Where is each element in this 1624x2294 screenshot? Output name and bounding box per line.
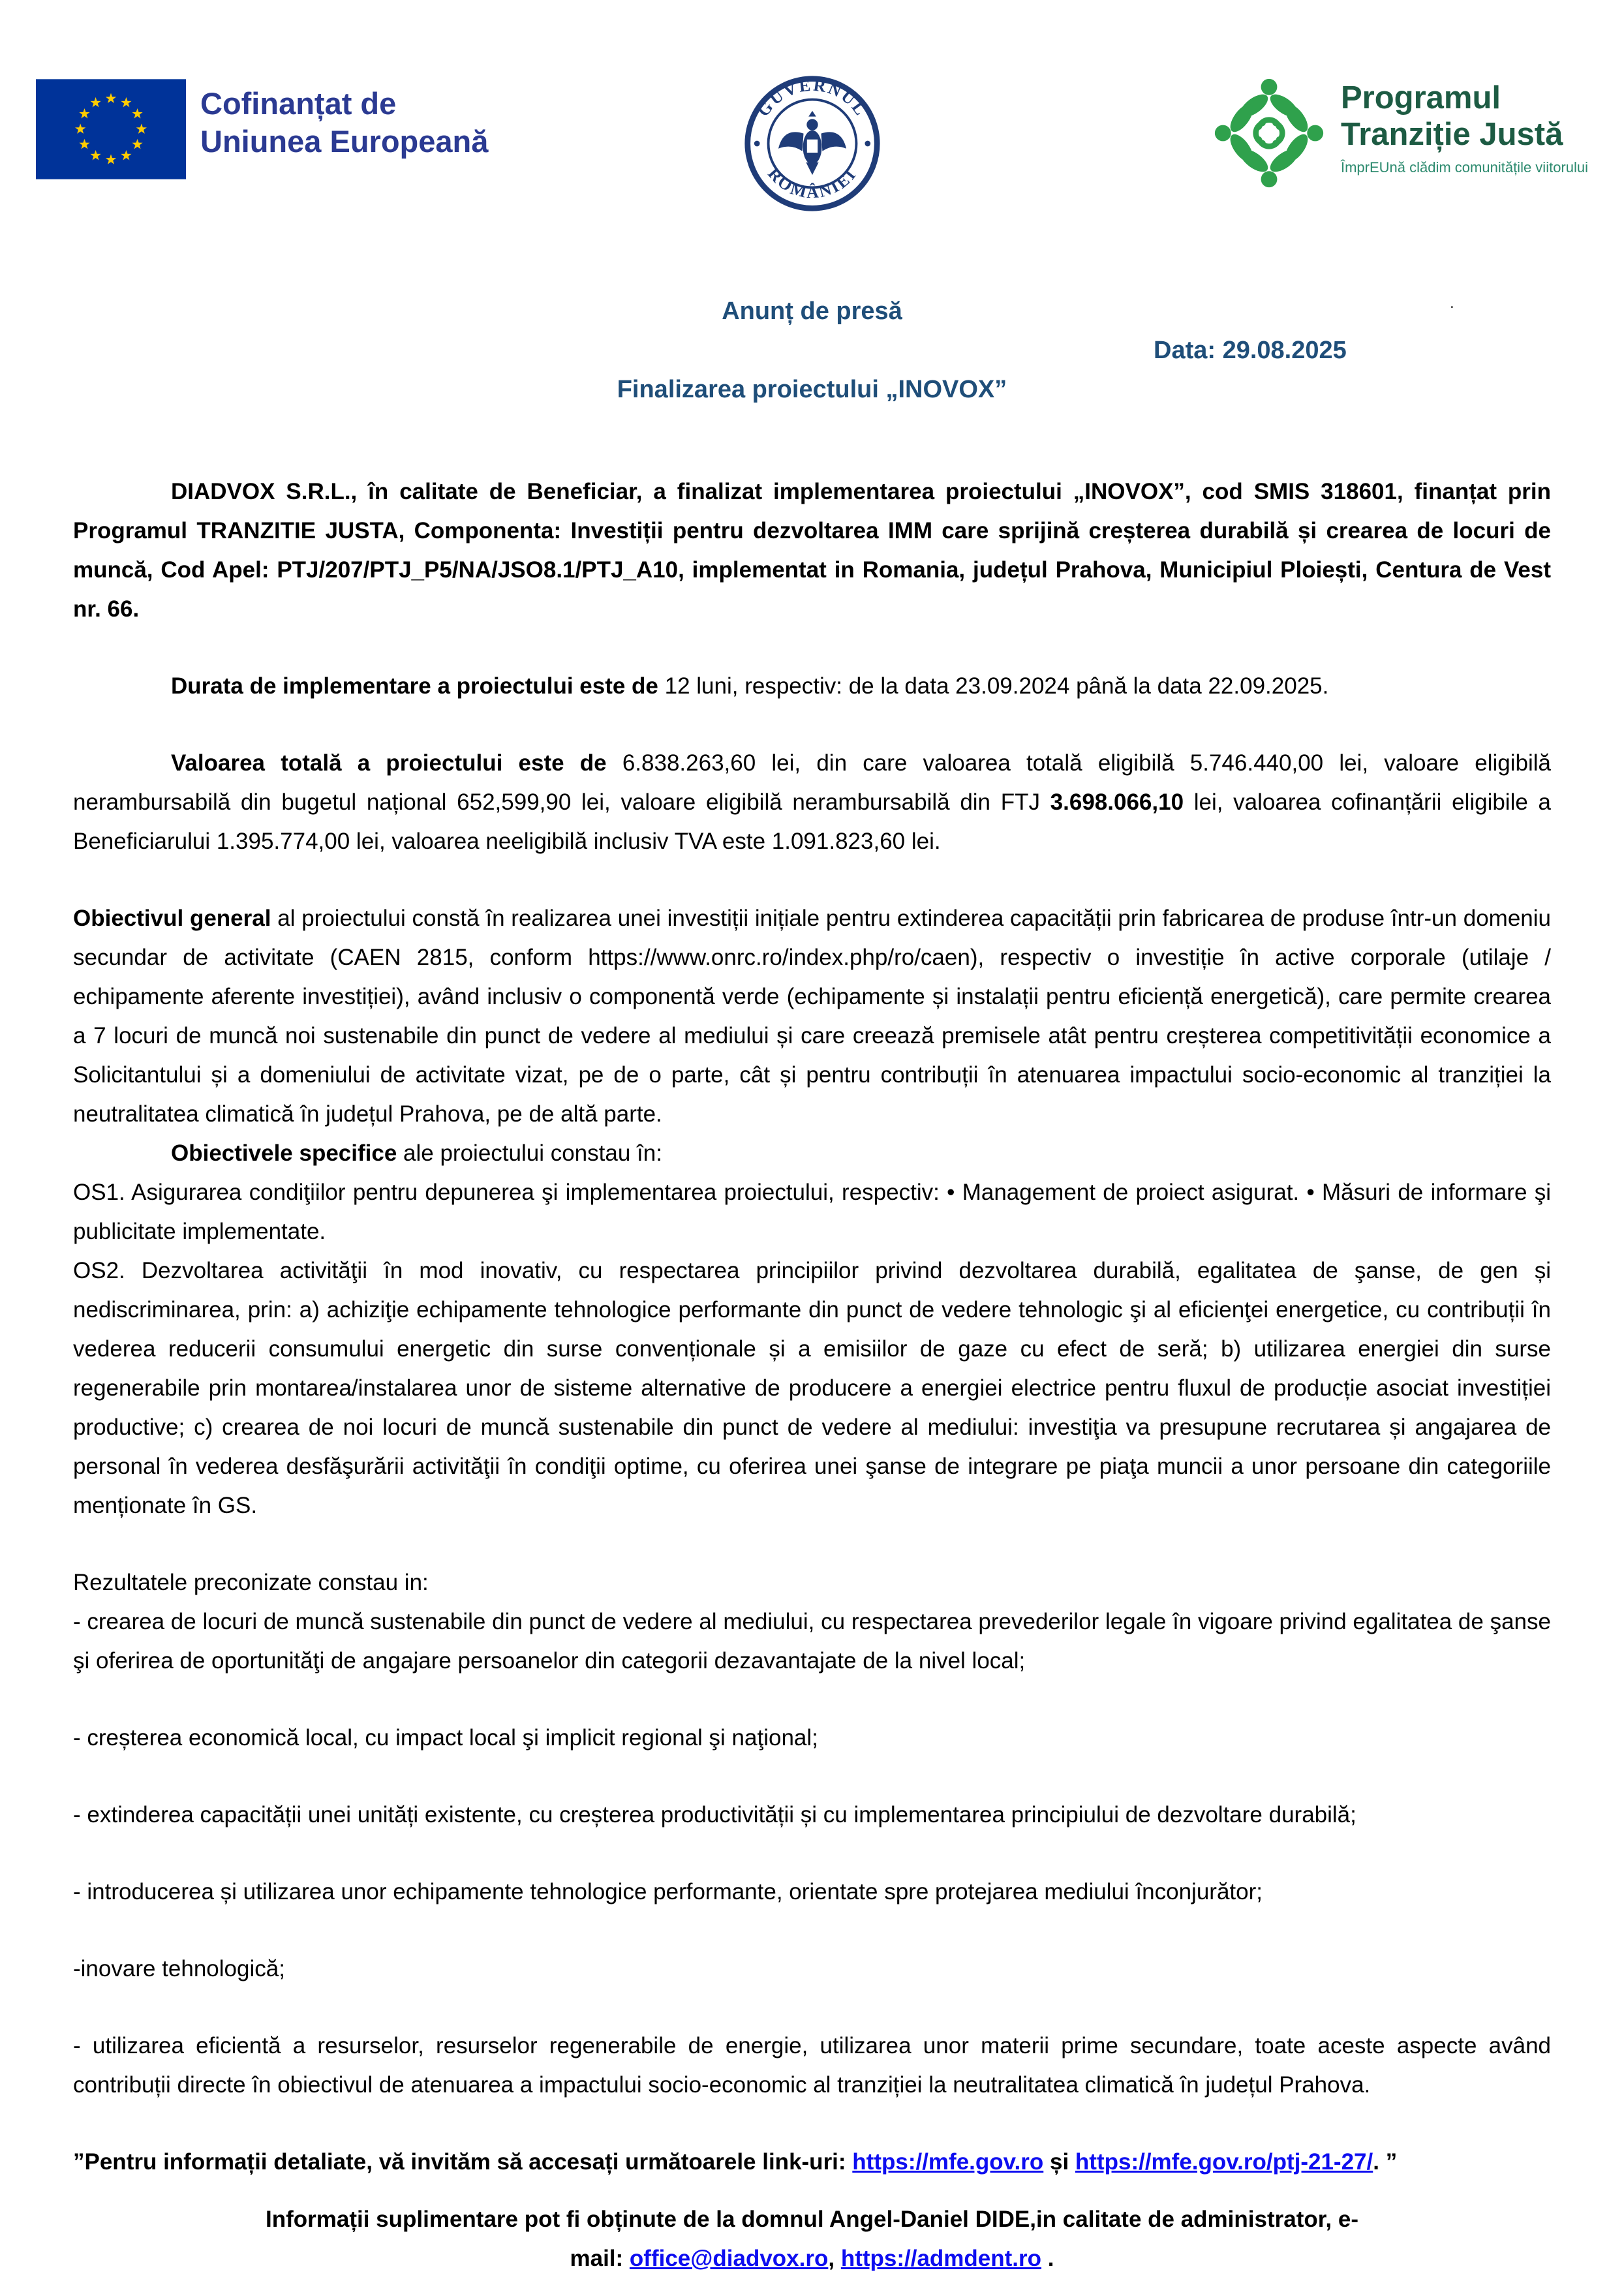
text-segment: .	[1041, 2246, 1054, 2271]
stray-mark: .	[1449, 292, 1454, 312]
text-segment: ”Pentru informații detaliate, vă invităm să accesați următoarele link-uri:	[73, 2149, 853, 2175]
logo-center-slot	[743, 73, 881, 213]
paragraph-rezultate-titlu	[73, 1563, 1551, 1602]
paragraph-rezultat-6	[73, 2026, 1551, 2105]
text-segment: DIADVOX S.R.L., în calitate de Beneficiar, a finalizat implementarea proiectului „INOVOX”, cod SMIS 318601, finanțat prin Programul TRANZITIE JUSTA, Componenta: Investiții pentru dezvoltarea IMM care sprijină creșterea durabilă și crearea de locuri de muncă, Cod Apel: PTJ/207/PTJ_P5/NA/JSO8.1/PTJ_A10, implementat in Romania, județul Prahova, Municipiul Ploiești, Centura de Vest nr. 66.	[73, 479, 1551, 622]
ptj-logo-title	[1341, 80, 1588, 153]
subtitle: Finalizarea proiectului „INOVOX”	[617, 376, 1007, 403]
text-segment: - utilizarea eficientă a resurselor, resurselor regenerabile de energie, utilizarea unor materii prime secundare, toate aceste aspecte având contribuții directe în obiectivul de atenuarea a impactului socio-economic al tranziției la neutralitatea climatică în județul Prahova.	[73, 2033, 1551, 2098]
logo-left-slot	[36, 73, 743, 185]
hyperlink[interactable]: https://mfe.gov.ro	[852, 2149, 1044, 2175]
logo-right-slot	[881, 73, 1589, 189]
paragraph-linkuri	[73, 2143, 1551, 2182]
paragraph-os2	[73, 1251, 1551, 1525]
title-block	[0, 292, 1624, 405]
text-segment: lei, valoarea cofinanțării eligibile a Beneficiarului 1.395.774,00 lei, valoarea neeligibilă inclusiv TVA este 1.091.823,60 lei.	[73, 789, 1551, 854]
text-segment: - extinderea capacității unei unități existente, cu creșterea productivității și cu implementarea principiului de dezvoltare durabilă;	[73, 1802, 1356, 1828]
paragraph-os1	[73, 1173, 1551, 1251]
date-line: Data: 29.08.2025	[1154, 337, 1347, 364]
paragraph-rezultat-1	[73, 1602, 1551, 1681]
text-segment: ,	[828, 2246, 841, 2271]
ptj-logo-line2: Tranziție Justă	[1340, 117, 1563, 152]
ptj-logo-line1: Programul	[1340, 80, 1501, 115]
hyperlink[interactable]: https://mfe.gov.ro/ptj-21-27/	[1075, 2149, 1373, 2175]
text-segment: OS2. Dezvoltarea activităţii în mod inovativ, cu respectarea principiilor privind dezvoltarea durabilă, egalitatea de şanse, de gen și nediscriminarea, prin: a) achiziţie echipamente tehnologice performante din punct de vedere tehnologic şi al eficienţei energetice, cu contribuții în vederea reducerii consumului energetic din surse convenționale și a emisiilor de gaze cu efect de seră; b) utilizarea energiei din surse regenerabile prin montarea/instalarea unor de sisteme alternative de producere a energiei electrice pentru fluxul de producție asociat investiției productive; c) crearea de noi locuri de muncă sustenabile din punct de vedere al mediului: investiţia va presupune recrutarea și angajarea de personal în vederea desfăşurării activităţii în condiţii optime, cu oferirea unei şanse de integrare pe piaţa muncii a unor persoane din categoriile menționate în GS.	[73, 1258, 1551, 1518]
ptj-flower-icon	[1213, 77, 1325, 189]
text-segment: Valoarea totală a proiectului este de	[171, 750, 622, 776]
svg-text:ROMÂNIEI: ROMÂNIEI	[763, 164, 861, 202]
eu-flag-icon	[36, 73, 186, 185]
document-body	[0, 472, 1624, 2278]
paragraph-valoare	[73, 744, 1551, 861]
text-segment: -inovare tehnologică;	[73, 1956, 285, 1981]
text-segment: OS1. Asigurarea condiţiilor pentru depunerea şi implementarea proiectului, respectiv: • Management de proiect asigurat. • Măsuri de informare şi publicitate implementate.	[73, 1180, 1551, 1244]
text-segment: ale proiectului constau în:	[397, 1140, 662, 1166]
text-segment: 6.838.263,60 lei, din care valoarea totală eligibilă 5.746.440,00 lei, valoare eligibilă nerambursabilă din bugetul național 652,599,90 lei, valoare eligibilă nerambursabilă din FTJ	[73, 750, 1552, 815]
paragraph-rezultat-2	[73, 1719, 1551, 1758]
text-segment: și	[1043, 2149, 1075, 2175]
paragraph-rezultat-4	[73, 1873, 1551, 1912]
text-segment: - crearea de locuri de muncă sustenabile din punct de vedere al mediului, cu respectarea prevederilor legale în vigoare privind egalitatea de şanse şi oferirea de oportunităţi de angajare persoanelor din categorii dezavantajate de la nivel local;	[73, 1609, 1551, 1674]
ptj-logo-tagline: ÎmprEUnă clădim comunitățile viitorului	[1340, 159, 1588, 176]
hyperlink[interactable]: office@diadvox.ro	[629, 2246, 829, 2271]
hyperlink[interactable]: https://admdent.ro	[840, 2246, 1042, 2271]
eu-logo-line1: Cofinanțat de	[200, 86, 397, 121]
paragraph-obiectiv-general	[73, 899, 1551, 1134]
paragraph-durata	[73, 667, 1551, 706]
eu-logo-line2: Uniunea Europeană	[200, 124, 489, 159]
text-segment: Informații suplimentare pot fi obținute de la domnul Angel-Daniel DIDE,in calitate de administrator, e-mail:	[265, 2207, 1358, 2271]
text-segment: 12 luni, respectiv: de la data 23.09.2024 până la data 22.09.2025.	[664, 673, 1329, 699]
text-segment: Obiectivele specifice	[171, 1140, 397, 1166]
paragraph-obiective-specifice	[73, 1134, 1551, 1173]
guvernul-romaniei-seal-icon	[743, 74, 881, 213]
svg-text:GUVERNUL: GUVERNUL	[753, 75, 871, 120]
press-title: Anunț de presă	[722, 298, 902, 325]
paragraph-rezultat-3	[73, 1796, 1551, 1835]
eu-logo-text	[200, 85, 488, 161]
text-segment: Rezultatele preconizate constau in:	[73, 1570, 429, 1595]
text-segment: al proiectului constă în realizarea unei investiții inițiale pentru extinderea capacității prin fabricarea de produse într-un domeniu secundar de activitate (CAEN 2815, conform https://www.onrc.ro/index.php/ro/caen), respectiv o investiție în active corporale (utilaje / echipamente aferente investiției), având inclusiv o componentă verde (echipamente și instalații pentru eficiență energetică), care permite crearea a 7 locuri de muncă noi sustenabile din punct de vedere al mediului și care creează premisele atât pentru creșterea competitivității economice a Solicitantului și a domeniului de activitate vizat, pe de o parte, cât și pentru contribuții în atenuarea impactului socio-economic al tranziției la neutralitatea climatică în județul Prahova, pe de altă parte.	[73, 906, 1551, 1127]
eu-cofinantat-logo	[36, 73, 488, 185]
logo-header	[0, 0, 1624, 213]
paragraph-beneficiar	[73, 472, 1551, 629]
text-segment: Obiectivul general	[73, 906, 271, 931]
text-segment: - creșterea economică local, cu impact local şi implicit regional şi naţional;	[73, 1725, 818, 1751]
paragraph-contact	[251, 2200, 1373, 2278]
text-segment: - introducerea și utilizarea unor echipamente tehnologice performante, orientate spre protejarea mediului înconjurător;	[73, 1879, 1263, 1904]
ptj-logo-text	[1341, 80, 1588, 176]
coat-of-arms-eagle	[778, 111, 846, 175]
text-segment: . ”	[1373, 2149, 1398, 2175]
text-segment: 3.698.066,10	[1050, 789, 1184, 815]
ptj-logo	[1213, 73, 1588, 189]
text-segment: Durata de implementare a proiectului este de	[171, 673, 665, 699]
paragraph-rezultat-5	[73, 1950, 1551, 1989]
